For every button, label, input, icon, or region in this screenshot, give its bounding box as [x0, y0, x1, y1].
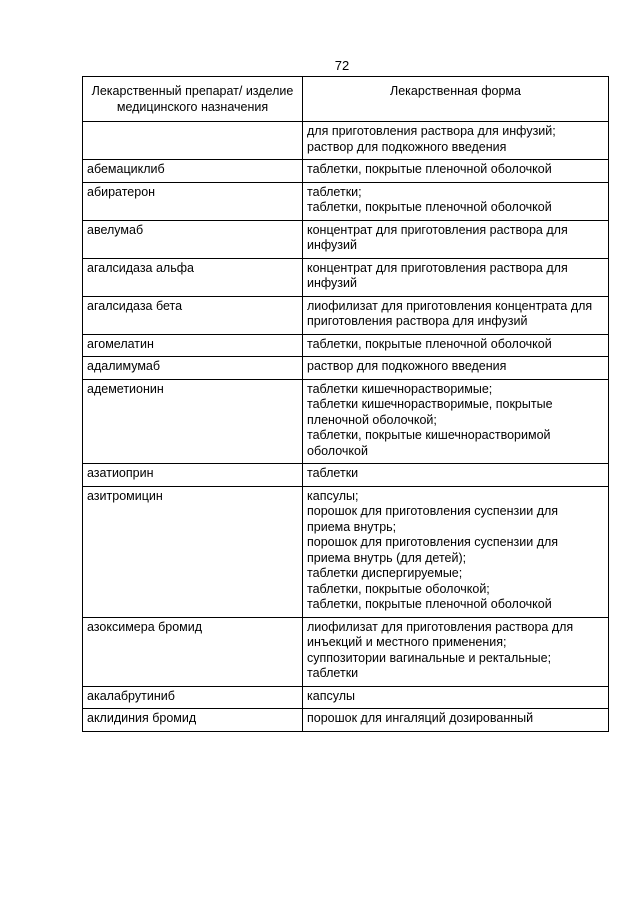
dosage-form-line: таблетки, покрытые пленочной оболочкой — [307, 336, 552, 351]
drug-form-table — [82, 76, 609, 732]
dosage-form-line: таблетки, покрытые пленочной оболочкой — [307, 200, 552, 214]
table-row — [83, 617, 609, 686]
table-row — [83, 357, 609, 380]
dosage-form-cell — [303, 220, 609, 258]
dosage-form-cell — [303, 486, 609, 617]
dosage-form-line: суппозитории вагинальные и ректальные; — [307, 650, 552, 665]
dosage-form-line: концентрат для приготовления раствора для инфузий — [307, 222, 568, 252]
drug-name-cell: адалимумаб — [83, 357, 303, 380]
drug-name-cell: агалсидаза альфа — [83, 258, 303, 296]
table-row — [83, 296, 609, 334]
dosage-form-cell — [303, 709, 609, 732]
drug-name-cell: авелумаб — [83, 220, 303, 258]
dosage-form-line: для приготовления раствора для инфузий; — [307, 124, 556, 138]
drug-name-cell: абемациклиб — [83, 160, 303, 183]
table-row — [83, 334, 609, 357]
dosage-form-line: таблетки — [307, 466, 359, 480]
dosage-form-cell — [303, 464, 609, 487]
table-row — [83, 379, 609, 464]
dosage-form-cell — [303, 357, 609, 380]
dosage-form-cell — [303, 379, 609, 464]
dosage-form-line: таблетки, покрытые кишечнорастворимой оболочкой — [307, 428, 551, 458]
dosage-form-cell — [303, 296, 609, 334]
page-number: 72 — [334, 58, 350, 73]
dosage-form-line: таблетки — [307, 666, 359, 680]
drug-name-cell — [83, 122, 303, 160]
drug-name-cell: азитромицин — [83, 486, 303, 617]
dosage-form-line: порошок для ингаляций дозированный — [307, 711, 534, 725]
dosage-form-line: порошок для приготовления суспензии для приема внутрь; — [307, 504, 559, 534]
table-header-row — [83, 77, 609, 122]
drug-name-cell: адеметионин — [83, 379, 303, 464]
table-row — [83, 160, 609, 183]
dosage-form-cell — [303, 160, 609, 183]
table-row — [83, 464, 609, 487]
dosage-form-cell — [303, 258, 609, 296]
dosage-form-line: таблетки кишечнорастворимые; — [307, 381, 493, 396]
dosage-form-line: раствор для подкожного введения — [307, 359, 507, 373]
dosage-form-cell — [303, 182, 609, 220]
table-row — [83, 686, 609, 709]
dosage-form-cell — [303, 617, 609, 686]
dosage-form-cell — [303, 686, 609, 709]
table-row — [83, 220, 609, 258]
drug-name-cell: агалсидаза бета — [83, 296, 303, 334]
header-drug: Лекарственный препарат/ изделие медицинского назначения — [83, 77, 303, 122]
drug-name-cell: агомелатин — [83, 334, 303, 357]
header-form: Лекарственная форма — [303, 77, 609, 122]
dosage-form-line: таблетки диспергируемые; — [307, 566, 463, 580]
dosage-form-line: таблетки кишечнорастворимые, покрытые пленочной оболочкой; — [307, 397, 553, 427]
dosage-form-line: таблетки, покрытые пленочной оболочкой — [307, 597, 552, 611]
table-row — [83, 486, 609, 617]
dosage-form-line: таблетки; — [307, 184, 362, 199]
drug-name-cell: акалабрутиниб — [83, 686, 303, 709]
table-body — [83, 122, 609, 732]
table-row — [83, 182, 609, 220]
dosage-form-line: таблетки, покрытые оболочкой; — [307, 581, 490, 596]
dosage-form-cell — [303, 122, 609, 160]
drug-name-cell: абиратерон — [83, 182, 303, 220]
dosage-form-line: порошок для приготовления суспензии для приема внутрь (для детей); — [307, 535, 559, 565]
dosage-form-line: раствор для подкожного введения — [307, 139, 507, 154]
drug-name-cell: азоксимера бромид — [83, 617, 303, 686]
drug-name-cell: азатиоприн — [83, 464, 303, 487]
dosage-form-line: таблетки, покрытые пленочной оболочкой — [307, 162, 552, 176]
table-row — [83, 258, 609, 296]
dosage-form-line: капсулы; — [307, 488, 359, 503]
drug-name-cell: аклидиния бромид — [83, 709, 303, 732]
dosage-form-line: концентрат для приготовления раствора для инфузий — [307, 260, 568, 290]
dosage-form-line: лиофилизат для приготовления раствора для инъекций и местного применения; — [307, 619, 574, 649]
table-row — [83, 709, 609, 732]
dosage-form-cell — [303, 334, 609, 357]
dosage-form-line: капсулы — [307, 688, 355, 703]
table-row — [83, 122, 609, 160]
dosage-form-line: лиофилизат для приготовления концентрата для приготовления раствора для инфузий — [307, 298, 593, 328]
